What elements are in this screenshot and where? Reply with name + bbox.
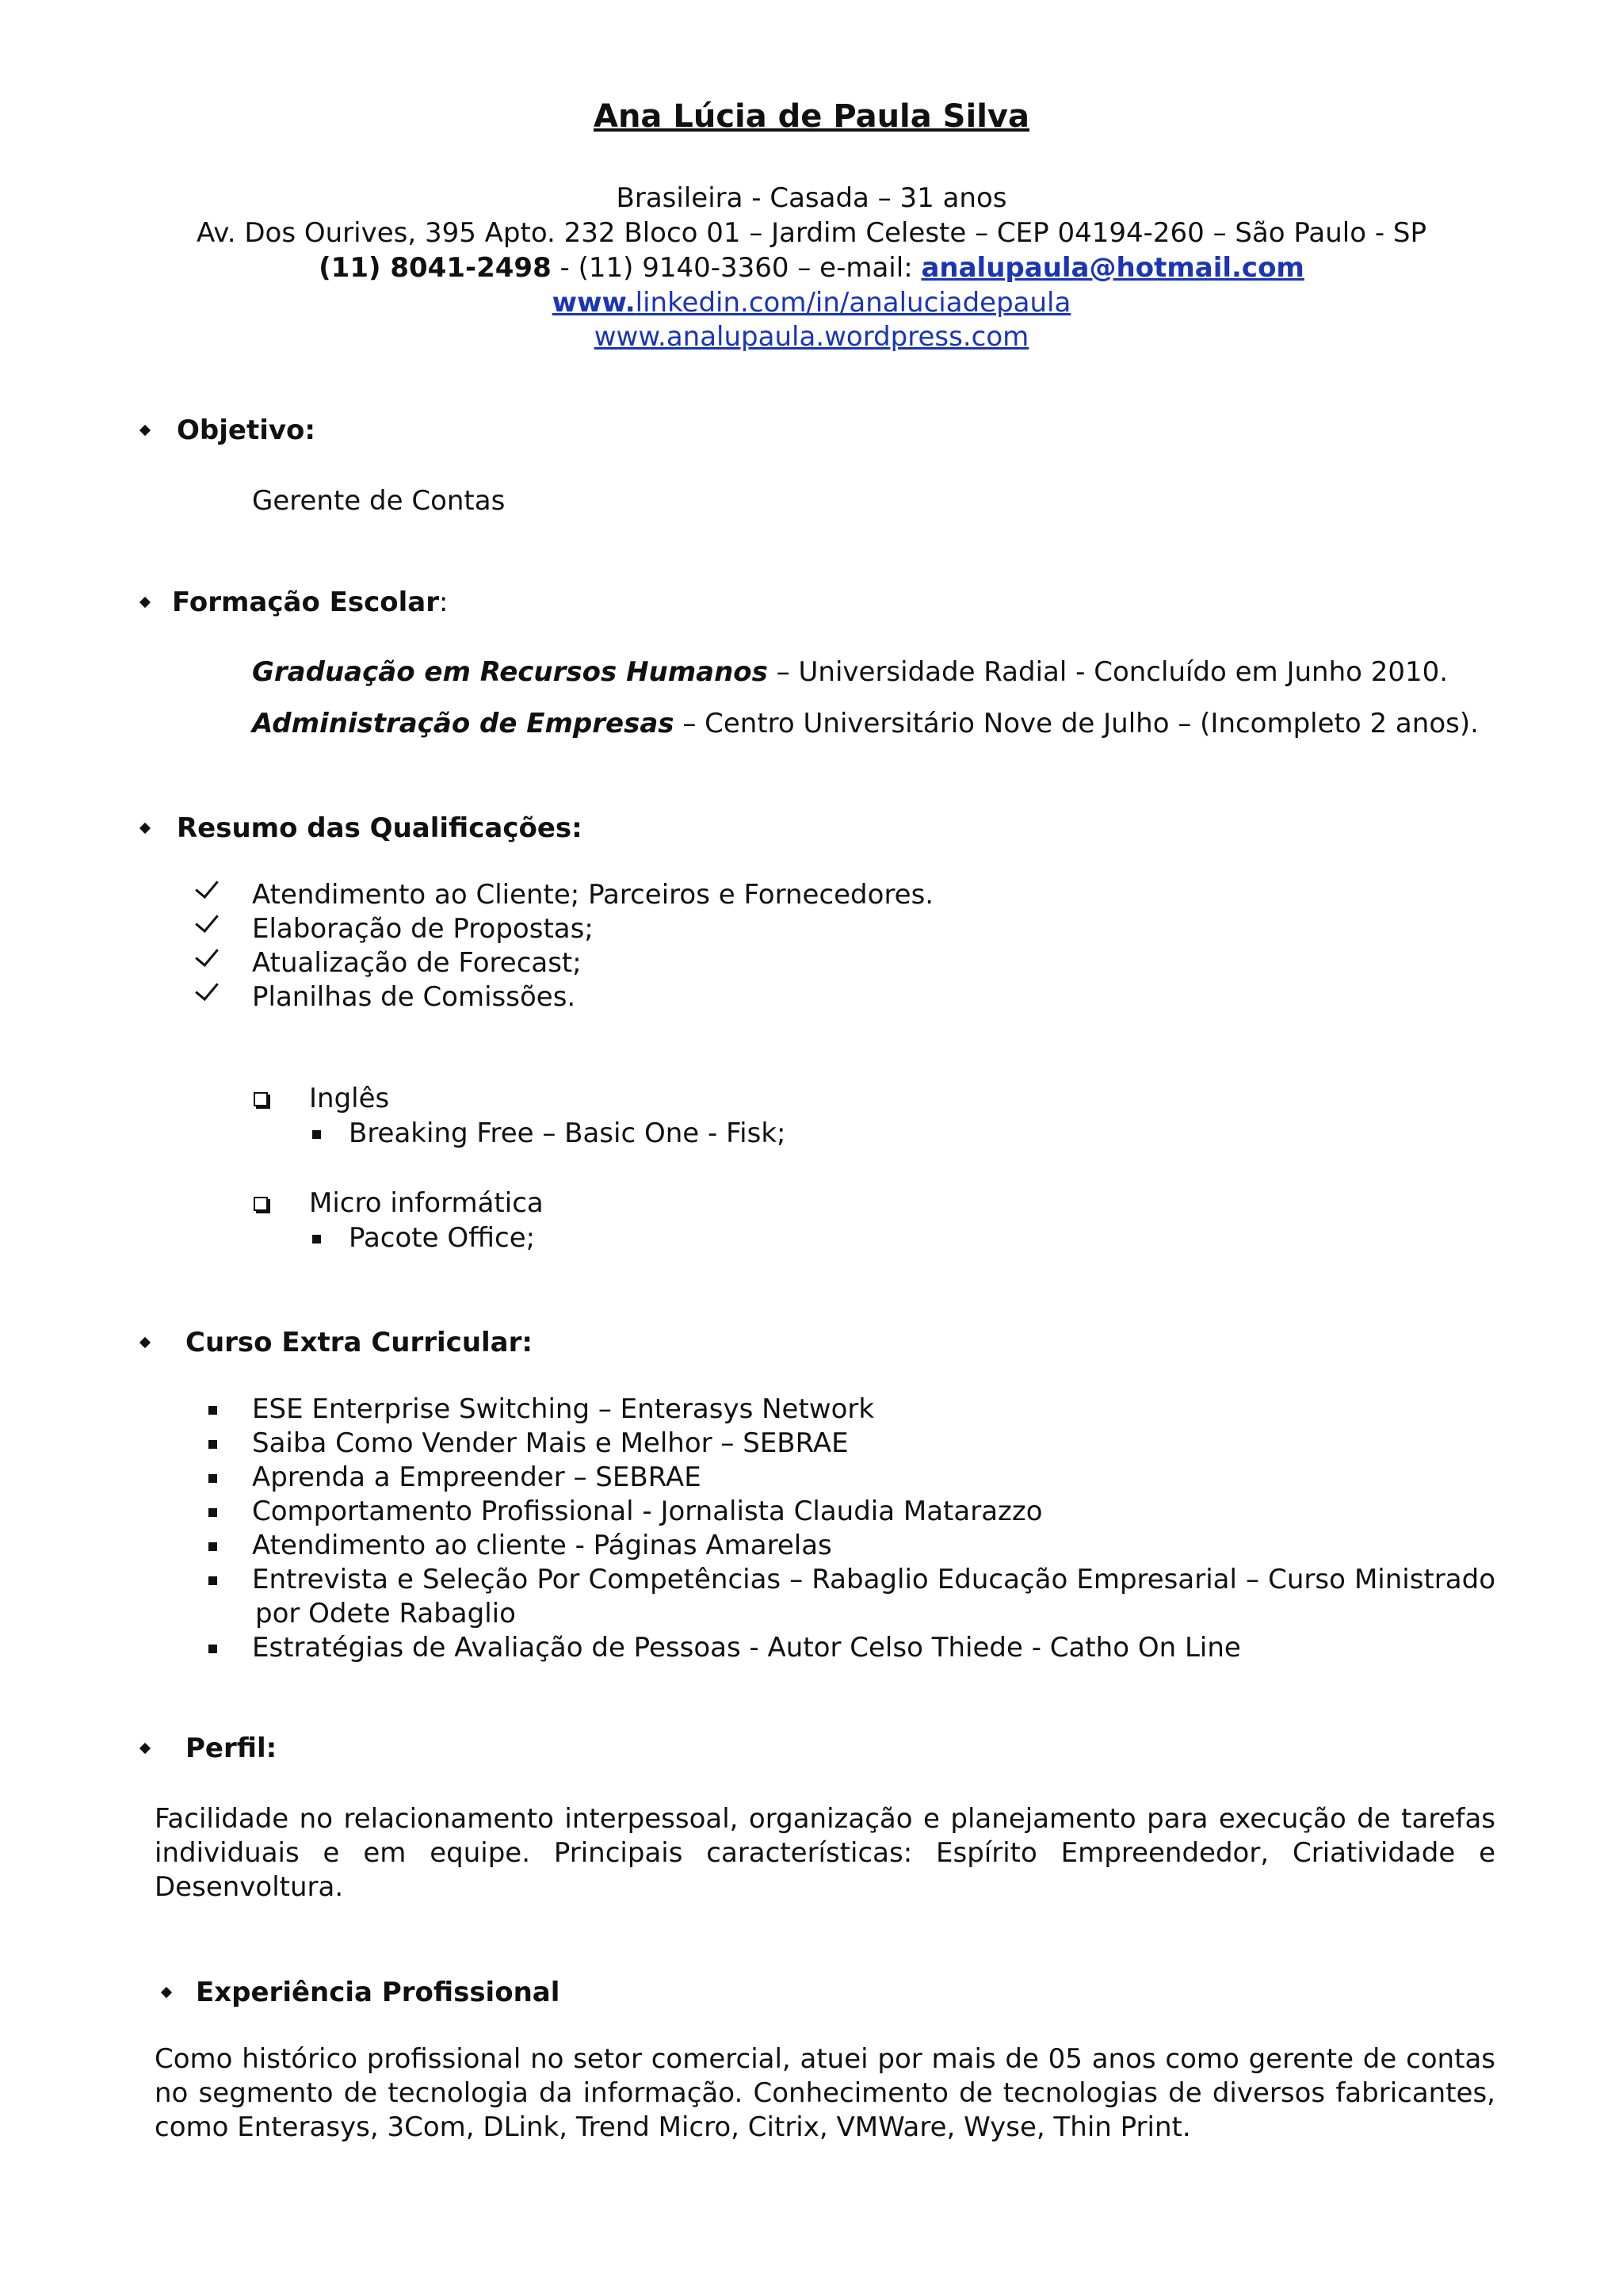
- bullet-square-icon: [208, 1508, 217, 1517]
- list-item: Elaboração de Propostas;: [252, 913, 594, 945]
- bullet-square-icon: [208, 1576, 217, 1585]
- candidate-name: Ana Lúcia de Paula Silva: [594, 98, 1029, 135]
- bullet-square-icon: [208, 1645, 217, 1653]
- check-icon: [195, 942, 219, 967]
- course-item: Estratégias de Avaliação de Pessoas - Autor Celso Thiede - Catho On Line: [252, 1632, 1241, 1664]
- bullet-diamond-icon: [161, 1987, 172, 1998]
- skill-group-title: Inglês: [309, 1083, 390, 1114]
- bullet-diamond-icon: [139, 823, 151, 834]
- list-item: Atualização de Forecast;: [252, 947, 582, 979]
- bullet-square-icon: [208, 1542, 217, 1551]
- contact-line: [0, 251, 1623, 285]
- formacao-item: Graduação em Recursos Humanos – Universidade Radial - Concluído em Junho 2010.: [252, 656, 1449, 688]
- linkedin-link[interactable]: www.linkedin.com/in/analuciadepaula: [552, 287, 1071, 319]
- bullet-diamond-icon: [139, 425, 151, 436]
- course-item: Entrevista e Seleção Por Competências – Rabaglio Educação Empresarial – Curso Ministrado: [252, 1564, 1495, 1595]
- phone-primary: (11) 8041-2498: [319, 252, 552, 284]
- phone-secondary: - (11) 9140-3360 – e-mail:: [551, 252, 922, 284]
- blog-line: [0, 320, 1623, 354]
- course-item: ESE Enterprise Switching – Enterasys Network: [252, 1393, 875, 1425]
- bullet-diamond-icon: [139, 1337, 151, 1348]
- formacao-item: Administração de Empresas – Centro Universitário Nove de Julho – (Incompleto 2 anos).: [252, 708, 1479, 739]
- bullet-square-icon: [208, 1406, 217, 1415]
- course-item: Aprenda a Empreender – SEBRAE: [252, 1461, 701, 1493]
- list-item: Planilhas de Comissões.: [252, 981, 576, 1013]
- course-item: Atendimento ao cliente - Páginas Amarelas: [252, 1530, 832, 1561]
- section-heading-cursos: Curso Extra Curricular:: [185, 1327, 533, 1358]
- perfil-paragraph: Facilidade no relacionamento interpessoal, organização e planejamento para execução de tarefas individuais e em equipe. Principais características: Espírito Empreendedor, Criatividade e Desenvoltura.: [155, 1803, 1495, 1903]
- skill-group-item: Pacote Office;: [349, 1222, 536, 1254]
- list-item: Atendimento ao Cliente; Parceiros e Fornecedores.: [252, 879, 934, 911]
- section-heading-experiencia: Experiência Profissional: [196, 1977, 560, 2008]
- experiencia-paragraph: Como histórico profissional no setor comercial, atuei por mais de 05 anos como gerente de contas no segmento de tecnologia da informação. Conhecimento de tecnologias de diversos fabricantes, como Enterasys, 3Com, DLink, Trend Micro, Citrix, VMWare, Wyse, Thin Print.: [155, 2043, 1495, 2143]
- check-icon: [195, 874, 219, 899]
- blog-link[interactable]: www.analupaula.wordpress.com: [594, 321, 1029, 353]
- section-heading-formacao: Formação Escolar:: [172, 586, 449, 618]
- checkbox-square-icon: [254, 1197, 268, 1211]
- skill-group-item: Breaking Free – Basic One - Fisk;: [349, 1117, 786, 1149]
- bullet-square-icon: [312, 1130, 321, 1139]
- section-heading-qualificacoes: Resumo das Qualificações:: [177, 812, 582, 844]
- linkedin-line: [0, 286, 1623, 320]
- objetivo-text: Gerente de Contas: [252, 485, 506, 517]
- bullet-square-icon: [312, 1235, 321, 1244]
- section-heading-objetivo: Objetivo:: [177, 415, 315, 446]
- bullet-diamond-icon: [139, 597, 151, 608]
- bullet-square-icon: [208, 1440, 217, 1449]
- course-item: Saiba Como Vender Mais e Melhor – SEBRAE: [252, 1427, 849, 1459]
- email-link[interactable]: analupaula@hotmail.com: [921, 252, 1304, 284]
- check-icon: [195, 908, 219, 933]
- bullet-square-icon: [208, 1474, 217, 1483]
- check-icon: [195, 976, 219, 1001]
- section-heading-perfil: Perfil:: [185, 1733, 277, 1764]
- course-item-continuation: por Odete Rabaglio: [255, 1598, 516, 1629]
- checkbox-square-icon: [254, 1092, 268, 1106]
- skill-group-title: Micro informática: [309, 1187, 544, 1219]
- course-item: Comportamento Profissional - Jornalista Claudia Matarazzo: [252, 1496, 1043, 1527]
- address: Av. Dos Ourives, 395 Apto. 232 Bloco 01 – Jardim Celeste – CEP 04194-260 – São Paulo - SP: [197, 217, 1426, 249]
- personal-info: Brasileira - Casada – 31 anos: [616, 182, 1007, 214]
- bullet-diamond-icon: [139, 1743, 151, 1754]
